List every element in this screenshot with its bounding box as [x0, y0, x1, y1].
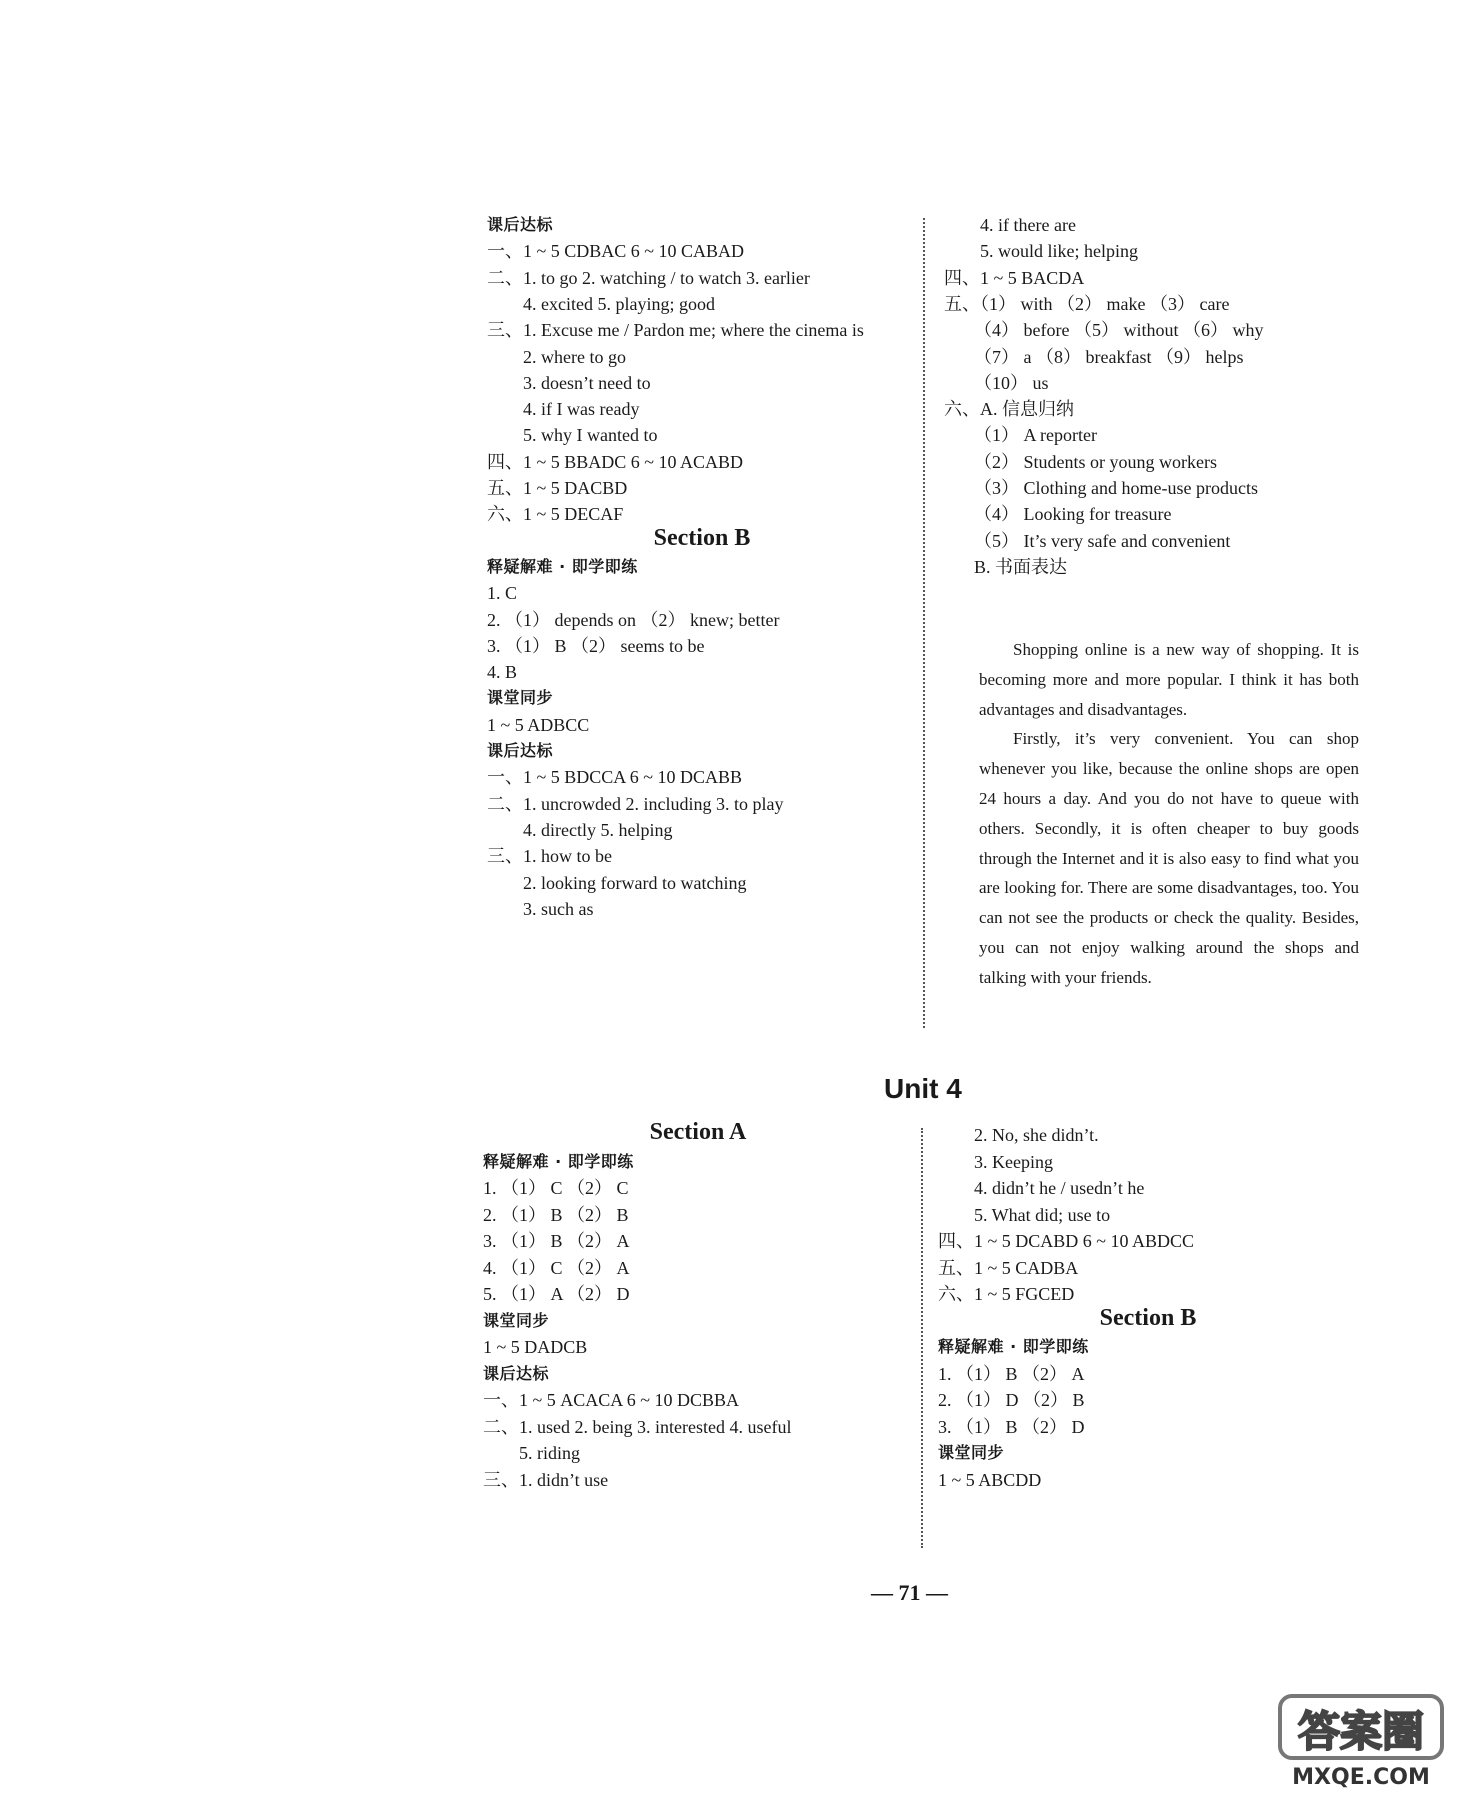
- answer-line: 六、1 ~ 5 DECAF: [487, 504, 624, 525]
- subsection-heading: 课堂同步: [938, 1443, 1005, 1462]
- answer-line: （1） A reporter: [974, 425, 1097, 446]
- svg-text:MXQE.COM: MXQE.COM: [1292, 1765, 1430, 1790]
- answer-line: 六、1 ~ 5 FGCED: [938, 1284, 1075, 1304]
- answer-line: 2. （1） depends on （2） knew; better: [487, 609, 780, 630]
- answer-line: （5） It’s very safe and convenient: [974, 530, 1231, 551]
- answer-line: 3. （1） B （2） seems to be: [487, 635, 705, 656]
- answer-line: 4. didn’t he / usedn’t he: [974, 1178, 1145, 1198]
- answer-line: 1. C: [487, 583, 518, 604]
- answer-line: 2. No, she didn’t.: [974, 1125, 1099, 1145]
- answer-line: 3. doesn’t need to: [523, 372, 651, 393]
- answer-line: 5. would like; helping: [980, 241, 1138, 262]
- answer-line: 2. （1） B （2） B: [483, 1204, 629, 1225]
- answer-line: 3. such as: [523, 898, 594, 919]
- answer-line: 五、（1） with （2） make （3） care: [944, 293, 1230, 314]
- answer-line: 4. if there are: [980, 215, 1076, 235]
- essay-paragraph: Firstly, it’s very convenient. You can shop whenever you like, because the online shops are open 24 hours a day. And you do not have to queue with others. Secondly, it is often cheaper to buy goods through the Internet and it is also easy to find what you are looking for. There are some disadvantages, too. You can not see the products or check the quality. Besides, you can not enjoy walking around the shops and talking with your friends.: [979, 729, 1359, 987]
- answer-line: 六、A. 信息归纳: [944, 399, 1074, 420]
- answer-line: 四、1 ~ 5 DCABD 6 ~ 10 ABDCC: [938, 1231, 1195, 1251]
- answer-line: 5. （1） A （2） D: [483, 1284, 630, 1304]
- answer-line: 4. if I was ready: [523, 399, 640, 420]
- answer-line: 3. （1） B （2） D: [938, 1416, 1085, 1437]
- section-heading: Section B: [1099, 1304, 1197, 1331]
- answer-line: 1. （1） B （2） A: [938, 1363, 1085, 1384]
- unit-title: Unit 4: [884, 1073, 962, 1104]
- answer-line: 4. B: [487, 662, 518, 683]
- subsection-heading: 释疑解难 · 即学即练: [487, 556, 638, 576]
- column-divider-bottom: [921, 1128, 923, 1548]
- answer-line: （2） Students or young workers: [974, 451, 1217, 472]
- answer-line: 1 ~ 5 ABCDD: [938, 1469, 1042, 1490]
- answer-line: 2. （1） D （2） B: [938, 1390, 1085, 1410]
- watermark-stamp-icon: [1276, 1690, 1446, 1790]
- essay-paragraph: Shopping online is a new way of shopping. It is becoming more and more popular. I think it has both advantages and disadvantages.: [979, 640, 1359, 719]
- answer-line: 二、1. uncrowded 2. including 3. to play: [487, 793, 784, 814]
- subsection-heading: 课后达标: [487, 741, 554, 760]
- answer-line: 2. where to go: [523, 346, 626, 367]
- answer-line: 3. Keeping: [974, 1151, 1053, 1172]
- watermark-logo: [1276, 1690, 1446, 1790]
- subsection-heading: 课堂同步: [483, 1310, 550, 1330]
- answer-line: 5. riding: [519, 1443, 580, 1463]
- answer-line: 二、1. to go 2. watching / to watch 3. earlier: [487, 267, 810, 288]
- answer-line: （10） us: [974, 372, 1049, 393]
- answer-line: 2. looking forward to watching: [523, 872, 747, 893]
- answer-line: （7） a （8） breakfast （9） helps: [974, 346, 1244, 367]
- answer-line: 4. excited 5. playing; good: [523, 293, 715, 314]
- answer-line: 三、1. didn’t use: [483, 1469, 609, 1490]
- answer-line: 四、1 ~ 5 BACDA: [944, 267, 1085, 288]
- answer-line: 一、1 ~ 5 BDCCA 6 ~ 10 DCABB: [487, 767, 743, 788]
- answer-line: （4） before （5） without （6） why: [974, 320, 1264, 341]
- answer-line: 五、1 ~ 5 CADBA: [938, 1257, 1079, 1278]
- subsection-heading: 释疑解难 · 即学即练: [483, 1151, 634, 1171]
- answer-line: 二、1. used 2. being 3. interested 4. useful: [483, 1416, 792, 1437]
- answer-line: 3. （1） B （2） A: [483, 1231, 630, 1251]
- answer-line: B. 书面表达: [974, 556, 1068, 577]
- section-heading: Section B: [653, 524, 751, 551]
- answer-line: 4. （1） C （2） A: [483, 1257, 630, 1278]
- subsection-heading: 课后达标: [487, 215, 554, 234]
- essay-text: [979, 635, 1359, 993]
- answer-line: （4） Looking for treasure: [974, 504, 1172, 525]
- answer-line: （3） Clothing and home-use products: [974, 478, 1258, 498]
- answer-line: 1 ~ 5 DADCB: [483, 1337, 588, 1357]
- answer-line: 三、1. how to be: [487, 846, 612, 867]
- subsection-heading: 释疑解难 · 即学即练: [938, 1337, 1089, 1356]
- answer-line: 5. What did; use to: [974, 1204, 1111, 1225]
- answer-line: 三、1. Excuse me / Pardon me; where the cinema is: [487, 320, 864, 341]
- svg-text:答案圈: 答案圈: [1297, 1707, 1425, 1756]
- answer-line: 1. （1） C （2） C: [483, 1178, 629, 1198]
- answer-line: 四、1 ~ 5 BBADC 6 ~ 10 ACABD: [487, 451, 744, 472]
- answer-line: 一、1 ~ 5 CDBAC 6 ~ 10 CABAD: [487, 241, 745, 262]
- subsection-heading: 课堂同步: [487, 688, 554, 708]
- answer-line: 五、1 ~ 5 DACBD: [487, 478, 628, 498]
- section-heading: Section A: [649, 1119, 747, 1145]
- answer-line: 1 ~ 5 ADBCC: [487, 714, 590, 735]
- column-divider-top: [923, 218, 925, 1028]
- answer-line: 5. why I wanted to: [523, 425, 658, 446]
- answer-line: 一、1 ~ 5 ACACA 6 ~ 10 DCBBA: [483, 1390, 740, 1410]
- page-number: — 71 —: [871, 1580, 948, 1605]
- answer-line: 4. directly 5. helping: [523, 819, 673, 840]
- subsection-heading: 课后达标: [483, 1363, 550, 1383]
